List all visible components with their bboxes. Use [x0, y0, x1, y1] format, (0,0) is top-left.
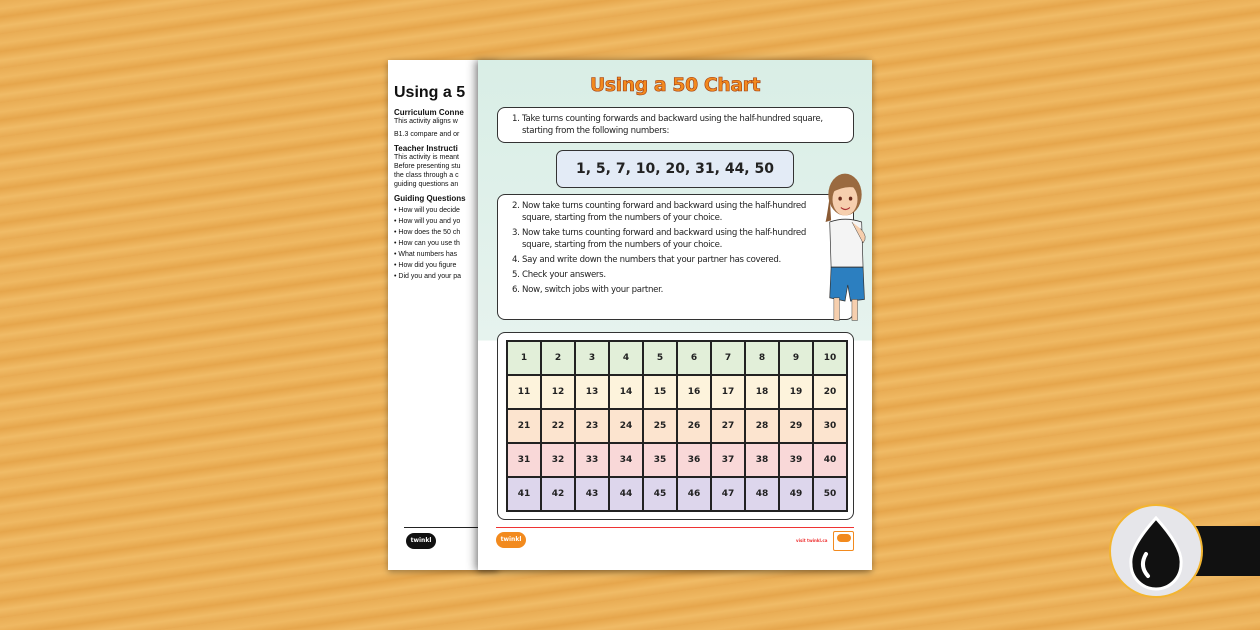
footer-divider [496, 527, 854, 528]
chart-cell: 36 [677, 443, 711, 477]
visit-link: visit twinkl.ca [796, 538, 828, 543]
chart-cell: 32 [541, 443, 575, 477]
chart-cell: 31 [507, 443, 541, 477]
chart-cell: 24 [609, 409, 643, 443]
chart-cell: 39 [779, 443, 813, 477]
start-numbers: 1, 5, 7, 10, 20, 31, 44, 50 [556, 150, 794, 188]
fifty-chart-box [497, 332, 854, 520]
steps-box [497, 194, 854, 320]
teacher-line: the class through a c [394, 172, 459, 179]
chart-cell: 2 [541, 341, 575, 375]
guiding-question: • How did you figure [394, 262, 457, 269]
twinkl-badge-icon [833, 531, 854, 551]
chart-cell: 47 [711, 477, 745, 511]
ink-badge-bar [1195, 526, 1260, 576]
guiding-heading: Guiding Questions [394, 194, 466, 203]
chart-cell: 34 [609, 443, 643, 477]
curriculum-text: This activity aligns w [394, 118, 458, 125]
step-item [512, 284, 817, 296]
fifty-chart-grid [506, 340, 848, 512]
step-number: 6. [512, 285, 520, 295]
step-number: 5. [512, 270, 520, 280]
step-text: Take turns counting forwards and backward using the half-hundred square, starting from the following numbers: [522, 114, 823, 136]
chart-cell: 37 [711, 443, 745, 477]
chart-cell: 27 [711, 409, 745, 443]
chart-cell: 26 [677, 409, 711, 443]
chart-cell: 6 [677, 341, 711, 375]
step-item [512, 269, 817, 281]
step-number: 4. [512, 255, 520, 265]
teacher-line: This activity is meant [394, 154, 459, 161]
chart-cell: 20 [813, 375, 847, 409]
step-text: Check your answers. [522, 270, 606, 280]
twinkl-logo: twinkl [496, 532, 526, 548]
footer-divider [404, 527, 484, 528]
step-item [512, 200, 817, 224]
ink-saver-badge [1109, 504, 1203, 598]
chart-cell: 44 [609, 477, 643, 511]
chart-cell: 19 [779, 375, 813, 409]
chart-cell: 49 [779, 477, 813, 511]
chart-cell: 40 [813, 443, 847, 477]
chart-cell: 18 [745, 375, 779, 409]
guiding-question: • Did you and your pa [394, 273, 462, 280]
chart-cell: 21 [507, 409, 541, 443]
guiding-question: • How does the 50 ch [394, 229, 461, 236]
chart-cell: 17 [711, 375, 745, 409]
chart-cell: 25 [643, 409, 677, 443]
step-1-box [497, 107, 854, 143]
chart-cell: 28 [745, 409, 779, 443]
chart-cell: 43 [575, 477, 609, 511]
step-item [512, 254, 817, 266]
worksheet-title: Using a 50 Chart [589, 74, 761, 96]
step-text: Say and write down the numbers that your partner has covered. [522, 255, 781, 265]
back-title: Using a 5 [394, 84, 466, 101]
chart-cell: 1 [507, 341, 541, 375]
front-page-worksheet [478, 60, 872, 570]
chart-cell: 30 [813, 409, 847, 443]
chart-cell: 50 [813, 477, 847, 511]
chart-cell: 23 [575, 409, 609, 443]
step-item [512, 227, 817, 251]
chart-cell: 41 [507, 477, 541, 511]
guiding-question: • What numbers has [394, 251, 458, 258]
chart-cell: 33 [575, 443, 609, 477]
teacher-heading: Teacher Instructi [394, 144, 458, 153]
chart-cell: 11 [507, 375, 541, 409]
expectation: B1.3 compare and or [394, 131, 460, 138]
chart-cell: 13 [575, 375, 609, 409]
step-text: Now take turns counting forward and backward using the half-hundred square, starting from the numbers of your choice. [522, 201, 807, 223]
chart-cell: 10 [813, 341, 847, 375]
ink-drop-icon [1111, 506, 1201, 596]
chart-cell: 45 [643, 477, 677, 511]
chart-cell: 48 [745, 477, 779, 511]
curriculum-heading: Curriculum Conne [394, 108, 464, 117]
chart-cell: 14 [609, 375, 643, 409]
chart-cell: 8 [745, 341, 779, 375]
chart-cell: 7 [711, 341, 745, 375]
step-number: 2. [512, 201, 520, 211]
step-text: Now, switch jobs with your partner. [522, 285, 664, 295]
chart-cell: 16 [677, 375, 711, 409]
guiding-question: • How will you and yo [394, 218, 461, 225]
girl-illustration [820, 172, 870, 322]
chart-cell: 46 [677, 477, 711, 511]
chart-cell: 42 [541, 477, 575, 511]
guiding-question: • How will you decide [394, 207, 460, 214]
chart-cell: 15 [643, 375, 677, 409]
chart-cell: 4 [609, 341, 643, 375]
chart-cell: 22 [541, 409, 575, 443]
teacher-line: Before presenting stu [394, 163, 461, 170]
chart-cell: 12 [541, 375, 575, 409]
chart-cell: 3 [575, 341, 609, 375]
guiding-question: • How can you use th [394, 240, 460, 247]
chart-cell: 35 [643, 443, 677, 477]
chart-cell: 29 [779, 409, 813, 443]
step-text: Now take turns counting forward and backward using the half-hundred square, starting from the numbers of your choice. [522, 228, 807, 250]
step-number: 3. [512, 228, 520, 238]
step-number: 1. [512, 114, 520, 124]
teacher-line: guiding questions an [394, 181, 459, 188]
chart-cell: 5 [643, 341, 677, 375]
chart-cell: 9 [779, 341, 813, 375]
chart-cell: 38 [745, 443, 779, 477]
twinkl-logo: twinkl [406, 533, 436, 549]
